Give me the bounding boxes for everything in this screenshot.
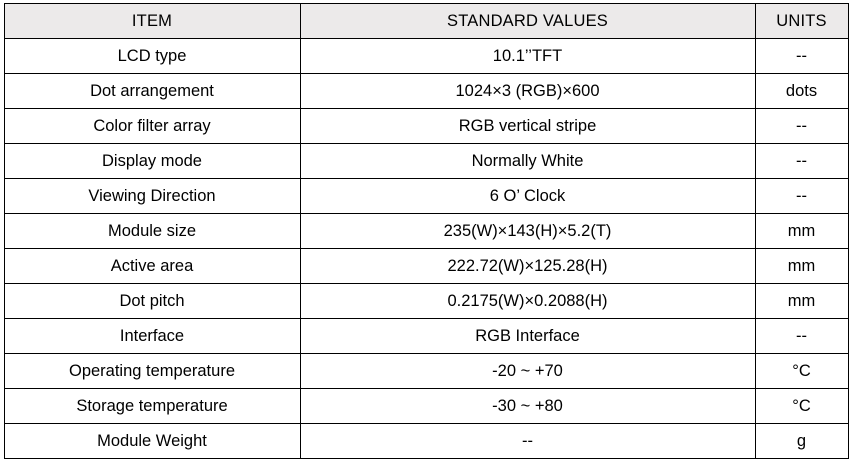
cell-standard-value: 1024×3 (RGB)×600 (300, 74, 755, 109)
column-header-standard-values: STANDARD VALUES (300, 4, 755, 39)
cell-standard-value: -20 ~ +70 (300, 354, 755, 389)
cell-standard-value: RGB Interface (300, 319, 755, 354)
cell-item: Module Weight (4, 424, 300, 459)
table-row (4, 144, 848, 179)
cell-unit: g (755, 424, 848, 459)
cell-item: Viewing Direction (4, 179, 300, 214)
cell-item: Module size (4, 214, 300, 249)
table-body (4, 39, 848, 459)
table-header (4, 4, 848, 39)
table-row (4, 389, 848, 424)
cell-standard-value: -30 ~ +80 (300, 389, 755, 424)
cell-unit: mm (755, 284, 848, 319)
cell-item: Display mode (4, 144, 300, 179)
cell-standard-value: 10.1’’TFT (300, 39, 755, 74)
cell-standard-value: RGB vertical stripe (300, 109, 755, 144)
cell-unit: -- (755, 179, 848, 214)
cell-item: Active area (4, 249, 300, 284)
cell-item: Dot arrangement (4, 74, 300, 109)
cell-standard-value: 235(W)×143(H)×5.2(T) (300, 214, 755, 249)
cell-item: Storage temperature (4, 389, 300, 424)
cell-unit: °C (755, 389, 848, 424)
cell-unit: dots (755, 74, 848, 109)
cell-standard-value: Normally White (300, 144, 755, 179)
cell-unit: -- (755, 39, 848, 74)
table-row (4, 109, 848, 144)
cell-item: Interface (4, 319, 300, 354)
table-row (4, 319, 848, 354)
cell-unit: -- (755, 319, 848, 354)
cell-item: Operating temperature (4, 354, 300, 389)
table-row (4, 249, 848, 284)
column-header-item: ITEM (4, 4, 300, 39)
specification-table (4, 3, 849, 459)
cell-unit: °C (755, 354, 848, 389)
table-row (4, 179, 848, 214)
cell-standard-value: -- (300, 424, 755, 459)
cell-standard-value: 6 O’ Clock (300, 179, 755, 214)
cell-standard-value: 222.72(W)×125.28(H) (300, 249, 755, 284)
table-row (4, 214, 848, 249)
table-row (4, 284, 848, 319)
cell-item: Dot pitch (4, 284, 300, 319)
cell-unit: -- (755, 109, 848, 144)
column-header-units: UNITS (755, 4, 848, 39)
table-header-row (4, 4, 848, 39)
table-row (4, 74, 848, 109)
cell-item: Color filter array (4, 109, 300, 144)
cell-item: LCD type (4, 39, 300, 74)
table-row (4, 354, 848, 389)
table-row (4, 39, 848, 74)
cell-unit: mm (755, 249, 848, 284)
cell-unit: mm (755, 214, 848, 249)
table-row (4, 424, 848, 459)
cell-standard-value: 0.2175(W)×0.2088(H) (300, 284, 755, 319)
cell-unit: -- (755, 144, 848, 179)
